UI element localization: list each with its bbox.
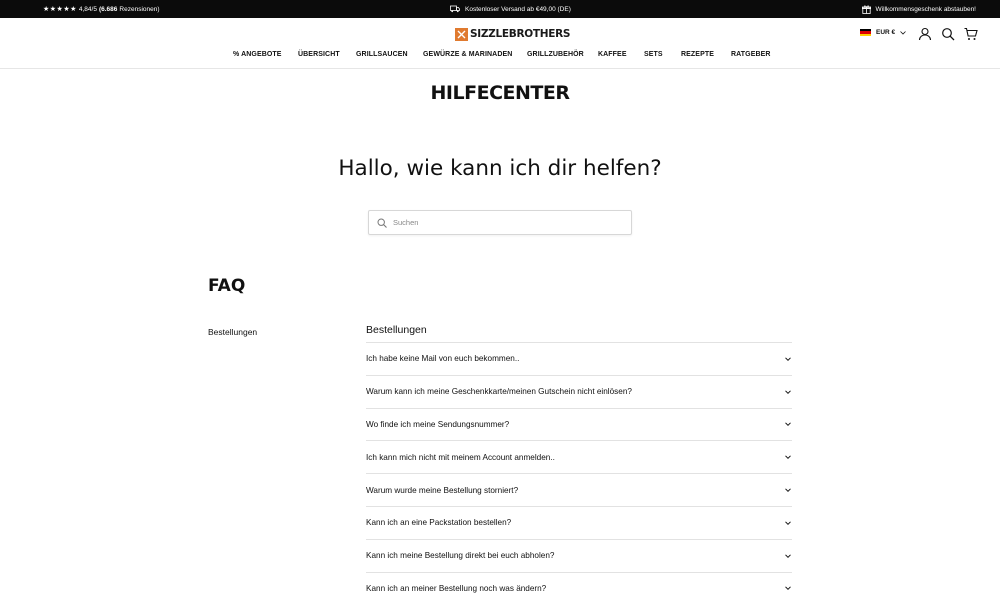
help-search-box[interactable] [368,210,632,235]
faq-item[interactable] [366,343,792,376]
faq-question: Ich kann mich nicht mit meinem Account anmelden.. [366,452,555,462]
faq-item[interactable] [366,474,792,507]
faq-item[interactable] [366,441,792,474]
faq-item[interactable] [366,507,792,540]
chevron-down-icon [784,453,792,461]
faq-question: Kann ich an eine Packstation bestellen? [366,518,512,528]
help-search-input[interactable] [393,218,613,227]
rating-count: (6.686 [98,5,118,13]
chevron-down-icon [784,552,792,560]
announcement-bar [0,0,1000,18]
gift-icon [862,5,871,14]
brand-mark-icon [455,28,468,41]
search-icon[interactable] [941,27,955,41]
nav-item-kaffee[interactable]: KAFFEE [598,51,627,58]
currency-label: EUR € [876,29,896,36]
shipping-notice [450,0,571,18]
nav-item-rezepte[interactable]: REZEPTE [681,51,714,58]
rating-suffix: Rezensionen) [119,5,160,13]
site-header [0,18,1000,69]
faq-question: Kann ich an meiner Bestellung noch was ändern? [366,583,547,593]
currency-selector[interactable] [860,29,906,36]
nav-item-sets[interactable]: SETS [644,51,663,58]
brand-name: SIZZLEBROTHERS [470,28,571,40]
account-icon[interactable] [918,27,932,41]
faq-category-bestellungen[interactable]: Bestellungen [208,327,258,337]
chevron-down-icon [784,355,792,363]
brand-logo[interactable] [455,27,570,41]
nav-item-ratgeber[interactable]: RATGEBER [731,51,771,58]
faq-question: Ich habe keine Mail von euch bekommen.. [366,354,520,364]
faq-question: Warum wurde meine Bestellung storniert? [366,485,519,495]
cart-icon[interactable] [964,27,978,41]
chevron-down-icon [900,31,906,35]
header-actions [918,27,978,41]
faq-item[interactable] [366,409,792,442]
faq-heading: FAQ [208,276,246,296]
nav-item-uebersicht[interactable]: ÜBERSICHT [298,51,340,58]
shipping-text: Kostenloser Versand ab €49,00 (DE) [465,5,571,13]
germany-flag-icon [860,29,871,36]
chevron-down-icon [784,486,792,494]
faq-list [366,342,792,601]
rating-summary[interactable] [43,0,160,18]
faq-item[interactable] [366,376,792,409]
faq-section-title: Bestellungen [366,324,427,336]
chevron-down-icon [784,388,792,396]
welcome-gift-link[interactable] [862,0,976,18]
faq-item[interactable] [366,573,792,601]
truck-icon [450,5,460,13]
nav-item-angebote[interactable]: % ANGEBOTE [233,51,282,58]
nav-item-gewuerze-marinaden[interactable]: GEWÜRZE & MARINADEN [423,51,513,58]
main-navigation [0,51,1000,63]
rating-score: 4,84/5 [78,5,97,13]
faq-question: Wo finde ich meine Sendungsnummer? [366,419,510,429]
chevron-down-icon [784,519,792,527]
faq-question: Kann ich meine Bestellung direkt bei euch abholen? [366,551,555,561]
rating-stars-icon: ★★★★★ [43,6,77,13]
page-title: HILFECENTER [430,82,570,104]
nav-item-grillzubehoer[interactable]: GRILLZUBEHÖR [527,51,584,58]
nav-item-grillsaucen[interactable]: GRILLSAUCEN [356,51,408,58]
search-icon [377,218,387,228]
help-hero-title: Hallo, wie kann ich dir helfen? [338,156,662,181]
gift-text: Willkommensgeschenk abstauben! [875,5,976,13]
faq-question: Warum kann ich meine Geschenkkarte/meinen Gutschein nicht einlösen? [366,387,632,397]
chevron-down-icon [784,420,792,428]
faq-item[interactable] [366,540,792,573]
chevron-down-icon [784,584,792,592]
